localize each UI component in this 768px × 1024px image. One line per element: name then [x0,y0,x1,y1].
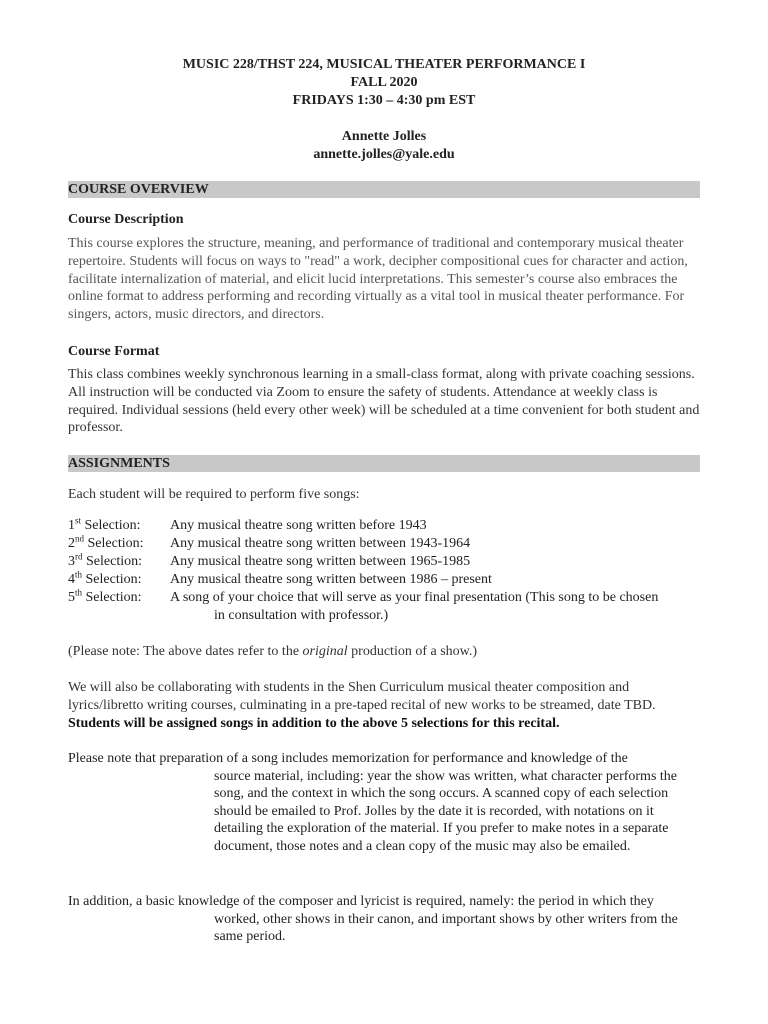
course-title: MUSIC 228/THST 224, MUSICAL THEATER PERFORMANCE I [182,57,586,72]
selection-text: Any musical theatre song written between 1965-1985 [170,554,471,569]
course-header [68,56,700,110]
collaboration-paragraph: We will also be collaborating with students in the Shen Curriculum musical theater composition and lyrics/libretto writing courses, culminating in a pre-taped recital of new works to be streamed, date TBD. Students will be assigned songs in addition to the above 5 selections for this recital. [68,680,656,731]
course-schedule: FRIDAYS 1:30 – 4:30 pm EST [292,93,476,108]
course-format-text: This class combines weekly synchronous learning in a small-class format, along with private coaching sessions. All instruction will be conducted via Zoom to ensure the safety of students. Attendance at weekly class is required. Individual sessions (held every other week) will be scheduled at a time convenient for both student and professor. [68,367,700,436]
section-assignments: ASSIGNMENTS [68,455,700,472]
selection-text: Any musical theatre song written between 1943-1964 [170,536,471,551]
selection-label: 3rd Selection: [68,551,142,569]
section-course-overview: COURSE OVERVIEW [68,181,700,198]
course-term: FALL 2020 [350,75,418,90]
selection-label: 1st Selection: [68,515,141,533]
composer-knowledge-paragraph: In addition, a basic knowledge of the composer and lyricist is required, namely: the period in which they worked, other shows in their canon, and important shows by other writers from the same period. [68,894,678,945]
selection-text: A song of your choice that will serve as your final presentation (This song to be chosen in consultation with professor.) [170,590,659,623]
assignments-intro: Each student will be required to perform five songs: [68,487,360,502]
instructor-email[interactable]: annette.jolles@yale.edu [313,147,455,162]
instructor-block [68,128,700,164]
course-description-text: This course explores the structure, meaning, and performance of traditional and contemporary musical theater repertoire. Students will focus on ways to "read" a work, decipher compositional cues for character and action, facilitate internalization of material, and elicit lucid interpretations. This semester’s course also embraces the online format to address performing and recording virtually as a vital tool in musical theater performance. For singers, actors, music directors, and directors. [68,236,688,323]
collaboration-bold-note: Students will be assigned songs in addition to the above 5 selections for this recital. [68,715,560,731]
course-format-heading: Course Format [68,344,160,359]
course-description-heading: Course Description [68,212,184,227]
selection-text: Any musical theatre song written between 1986 – present [170,572,492,587]
dates-note: (Please note: The above dates refer to the original production of a show.) [68,644,478,659]
selection-label: 4th Selection: [68,569,142,587]
selection-text: Any musical theatre song written before 1943 [170,518,427,533]
selection-label: 2nd Selection: [68,533,144,551]
preparation-paragraph: Please note that preparation of a song includes memorization for performance and knowledge of the source material, including: year the show was written, what character performs the song, and the context in which the song occurs. A scanned copy of each selection should be emailed to Prof. Jolles by the date it is recorded, with notations on it detailing the exploration of the material. If you prefer to make notes in a separate document, those notes and a clean copy of the music may also be emailed. [68,751,677,854]
instructor-name: Annette Jolles [341,129,427,144]
selection-label: 5th Selection: [68,587,142,605]
